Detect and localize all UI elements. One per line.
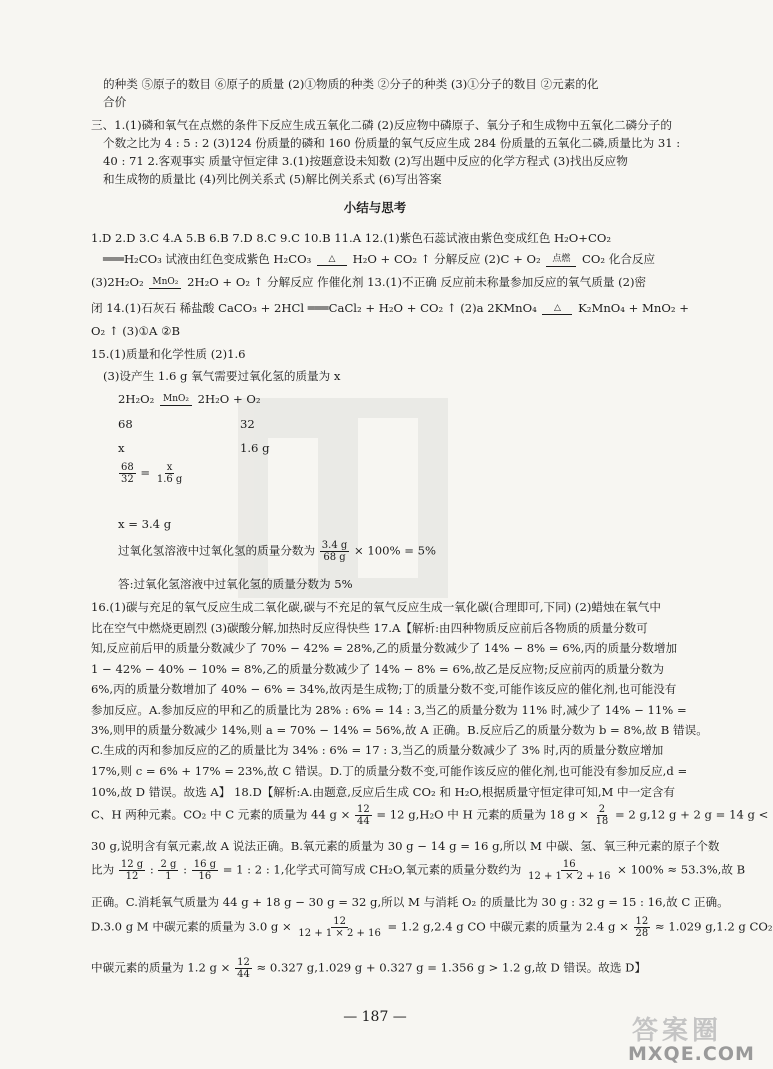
equation-text: (3)2H₂O₂ [91, 275, 144, 289]
site-logo-url: MXQE.COM [628, 1043, 755, 1065]
fraction: $\frac{12 g}{12}$ [120, 859, 144, 882]
text-line: 比在空气中燃烧更剧烈 (3)碳酸分解,加热时反应得快些 17.A【解析:由四种物质反应前后各物质的质量分数可 [91, 621, 648, 635]
text-line [91, 274, 646, 290]
fraction: $\frac{12}{12 + 1 \times 2 + 16}$ [298, 916, 381, 939]
text-line: 40 : 71 2.客观事实 质量守恒定律 3.(1)按题意设未知数 (2)写出题中反应的化学方程式 (3)找出反应物 [103, 154, 628, 168]
text-line [91, 300, 689, 316]
equation-text: 2H₂O + O₂ ↑ 分解反应 作催化剂 13.(1)不正确 反应前未称量参加反应的氧气质量 (2)密 [187, 275, 647, 289]
text-line: 16.(1)碳与充足的氧气反应生成二氧化碳,碳与不充足的氧气反应生成一氧化碳(合理即可,下同) (2)蜡烛在氧气中 [91, 600, 661, 614]
mass-value: x [118, 441, 125, 455]
fraction: $\frac{x}{1.6 g}$ [156, 462, 183, 485]
text-line: 和生成物的质量比 (4)列比例关系式 (5)解比例关系式 (6)写出答案 [103, 172, 442, 186]
text-line: 15.(1)质量和化学性质 (2)1.6 [91, 347, 246, 361]
proportion: $\frac{68}{32}$ = $\frac{x}{1.6 g}$ [121, 462, 183, 485]
text-line: 合价 [103, 95, 127, 109]
text-line: 10%,故 D 错误。故选 A】 18.D【解析:A.由题意,反应后生成 CO₂ 和 H₂O,根据质量守恒定律可知,M 中一定含有 [91, 785, 676, 799]
mass-value: 1.6 g [240, 441, 270, 455]
text-line: 的种类 ⑤原子的数目 ⑥原子的质量 (2)①物质的种类 ②分子的种类 (3)①分子的数目 ②元素的化 [103, 77, 599, 91]
mass-value: 68 [118, 417, 133, 431]
fraction: $\frac{12}{44}$ [237, 957, 250, 980]
text-line: x = 3.4 g [118, 517, 172, 531]
text-line: 17%,则 c = 6% + 17% = 23%,故 C 错误。D.丁的质量分数不变,可能作该反应的催化剂,也可能没有参加反应,d = [91, 764, 688, 778]
section-heading: 小结与思考 [343, 200, 407, 215]
text-line: 中碳元素的质量为 1.2 g × $\frac{12}{44}$ ≈ 0.327 g,1.029 g + 0.327 g = 1.356 g > 1.2 g,故 D 错误。故选 D】 [91, 957, 647, 980]
text-line: 30 g,说明含有氧元素,故 A 说法正确。B.氧元素的质量为 30 g − 14 g = 16 g,所以 M 中碳、氢、氧三种元素的原子个数 [91, 839, 720, 853]
fraction: $\frac{12}{44}$ [356, 804, 370, 827]
text-line: 答:过氧化氢溶液中过氧化氢的质量分数为 5% [118, 577, 353, 591]
reaction-arrow: △ [542, 303, 572, 315]
mass-value: 32 [240, 417, 255, 431]
fraction: $\frac{16 g}{16}$ [193, 859, 217, 882]
text-line: D.3.0 g M 中碳元素的质量为 3.0 g × $\frac{12}{12 + 1 \times 2 + 16}$ = 1.2 g,2.4 g CO 中碳元素的质量为 2.4 g × $\frac{12}{28}$ ≈ 1.029 g,1.2 g CO₂ [91, 916, 773, 939]
fraction: $\frac{3.4 g}{68 g}$ [321, 540, 348, 563]
text-line: 3%,则甲的质量分数减少 14%,则 a = 70% − 14% = 56%,故 A 正确。B.反应后乙的质量分数为 b = 8%,故 B 错误。 [91, 723, 708, 737]
equation-line: 2H₂O₂ MnO₂ 2H₂O + O₂ [118, 392, 261, 406]
equation-text: 闭 14.(1)石灰石 稀盐酸 CaCO₃ + 2HCl ═══CaCl₂ + H₂O + CO₂ ↑ (2)a 2KMnO₄ [91, 301, 537, 315]
reaction-arrow: MnO₂ [160, 394, 192, 406]
background-watermark [238, 398, 448, 598]
text-line: C.生成的丙和参加反应的乙的质量比为 34% : 6% = 17 : 3,当乙的质量分数减少了 3% 时,丙的质量分数应增加 [91, 743, 664, 757]
equation-text: ═══H₂CO₃ 试液由红色变成紫色 H₂CO₃ [103, 252, 312, 266]
site-logo-text: 答案圈 [632, 1016, 723, 1046]
reaction-arrow: △ [317, 254, 347, 266]
text-line: 知,反应前后甲的质量分数减少了 70% − 42% = 28%,乙的质量分数减少了 14% − 8% = 6%,丙的质量分数增加 [91, 641, 678, 655]
page-number: — 187 — [343, 1009, 407, 1025]
fraction: $\frac{16}{12 + 1 \times 2 + 16}$ [528, 859, 611, 882]
equation-text: K₂MnO₄ + MnO₂ + [578, 301, 689, 315]
text-line: 三、1.(1)磷和氧气在点燃的条件下反应生成五氧化二磷 (2)反应物中磷原子、氧分子和生成物中五氧化二磷分子的 [91, 118, 672, 132]
text-line: (3)设产生 1.6 g 氧气需要过氧化氢的质量为 x [103, 369, 341, 383]
text-line: C、H 两种元素。CO₂ 中 C 元素的质量为 44 g × $\frac{12}{44}$ = 12 g,H₂O 中 H 元素的质量为 18 g × $\frac{2}{18}$ = 2 g,12 g + 2 g = 14 g < [91, 804, 769, 827]
fraction: $\frac{68}{32}$ [121, 462, 134, 485]
text-line: 过氧化氢溶液中过氧化氢的质量分数为 $\frac{3.4 g}{68 g}$ × 100% = 5% [118, 540, 436, 563]
text-line: 个数之比为 4 : 5 : 2 (3)124 份质量的磷和 160 份质量的氧气反应生成 284 份质量的五氧化二磷,质量比为 31 : [103, 136, 681, 150]
text-line: 1.D 2.D 3.C 4.A 5.B 6.B 7.D 8.C 9.C 10.B 11.A 12.(1)紫色石蕊试液由紫色变成红色 H₂O+CO₂ [91, 231, 612, 245]
text-line: 1 − 42% − 40% − 10% = 8%,乙的质量分数减少了 14% − 8% = 6%,故乙是反应物;反应前丙的质量分数为 [91, 662, 664, 676]
reaction-arrow: 点燃 [546, 254, 576, 267]
fraction: $\frac{2 g}{1}$ [160, 859, 177, 882]
reaction-arrow: MnO₂ [149, 277, 181, 289]
text-line: 比为 $\frac{12 g}{12}$ : $\frac{2 g}{1}$ : $\frac{16 g}{16}$ = 1 : 2 : 1,化学式可简写成 CH₂O,氧元素的质量分数约为 $\frac{16}{12 + 1 \times 2 + 16}$ × 100% ≈ 53.3%,故 B [91, 859, 746, 882]
text-line: 正确。C.消耗氧气质量为 44 g + 18 g − 30 g = 32 g,所以 M 与消耗 O₂ 的质量比为 30 g : 32 g = 15 : 16,故 C 正确。 [91, 895, 729, 909]
equation-text: CO₂ 化合反应 [582, 252, 656, 266]
text-line: 参加反应。A.参加反应的甲和乙的质量比为 28% : 6% = 14 : 3,当乙的质量分数为 11% 时,减少了 14% − 11% = [91, 703, 687, 717]
text-line: O₂ ↑ (3)①A ②B [91, 324, 181, 338]
text-line [103, 251, 655, 267]
text-line: 6%,丙的质量分数增加了 40% − 6% = 34%,故丙是生成物;丁的质量分数不变,可能作该反应的催化剂,也可能没有 [91, 682, 677, 696]
fraction: $\frac{2}{18}$ [595, 804, 609, 827]
fraction: $\frac{12}{28}$ [635, 916, 649, 939]
equation-text: H₂O + CO₂ ↑ 分解反应 (2)C + O₂ [352, 252, 541, 266]
